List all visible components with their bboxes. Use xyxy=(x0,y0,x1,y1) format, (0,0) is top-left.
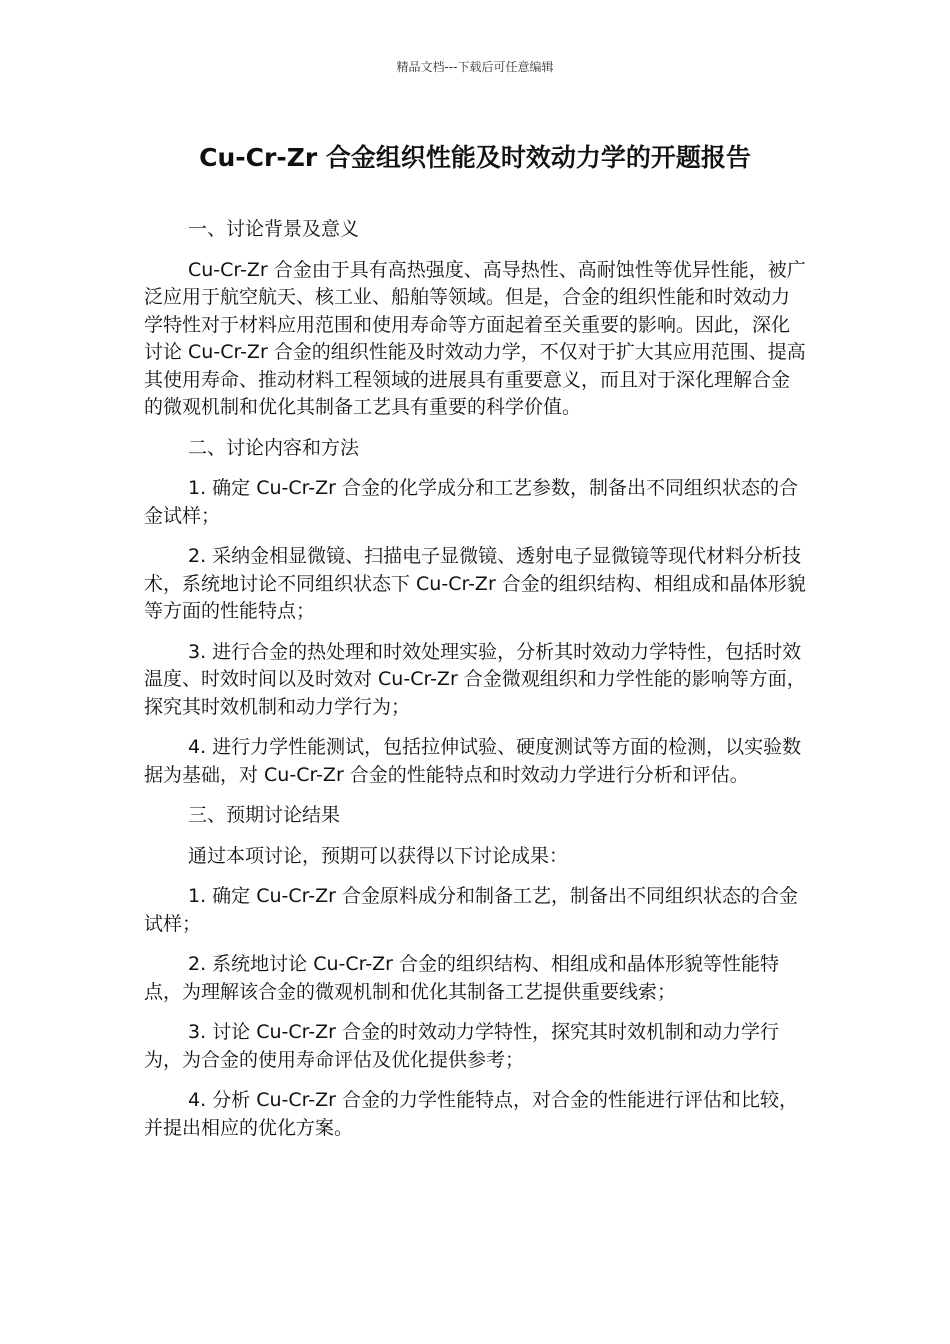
list-item-method-3: 3. 进行合金的热处理和时效处理实验，分析其时效动力学特性，包括时效温度、时效时间以及时效对 Cu-Cr-Zr 合金微观组织和力学性能的影响等方面，探究其时效机制和动力学行为； xyxy=(144,640,806,718)
list-item-result-4: 4. 分析 Cu-Cr-Zr 合金的力学性能特点，对合金的性能进行评估和比较，并提出相应的优化方案。 xyxy=(144,1089,798,1139)
section-heading-expected-results: 三、预期讨论结果 xyxy=(188,804,341,826)
document-body xyxy=(144,216,808,1155)
list-item-result-1: 1. 确定 Cu-Cr-Zr 合金原料成分和制备工艺，制备出不同组织状态的合金试样； xyxy=(144,885,798,935)
list-item-method-1: 1. 确定 Cu-Cr-Zr 合金的化学成分和工艺参数，制备出不同组织状态的合金试样； xyxy=(144,477,798,527)
list-item-method-4: 4. 进行力学性能测试，包括拉伸试验、硬度测试等方面的检测，以实验数据为基础，对 Cu-Cr-Zr 合金的性能特点和时效动力学进行分析和评估。 xyxy=(144,736,802,786)
list-item-result-2: 2. 系统地讨论 Cu-Cr-Zr 合金的组织结构、相组成和晶体形貌等性能特点，为理解该合金的微观机制和优化其制备工艺提供重要线索； xyxy=(144,953,779,1003)
list-item-method-2: 2. 采纳金相显微镜、扫描电子显微镜、透射电子显微镜等现代材料分析技术，系统地讨论不同组织状态下 Cu-Cr-Zr 合金的组织结构、相组成和晶体形貌等方面的性能特点； xyxy=(144,545,806,622)
section-heading-background: 一、讨论背景及意义 xyxy=(188,218,360,240)
section-heading-content-methods: 二、讨论内容和方法 xyxy=(188,436,360,459)
paragraph-background: Cu-Cr-Zr 合金由于具有高热强度、高导热性、高耐蚀性等优异性能，被广泛应用于航空航天、核工业、船舶等领域。但是，合金的组织性能和时效动力学特性对于材料应用范围和使用寿命等方面起着至关重要的影响。因此，深化讨论 Cu-Cr-Zr 合金的组织性能及时效动力学，不仅对于扩大其应用范围、提高其使用寿命、推动材料工程领域的进展具有重要意义，而且对于深化理解合金的微观机制和优化其制备工艺具有重要的科学价值。 xyxy=(144,258,806,418)
header-note: 精品文档---下载后可任意编辑 xyxy=(396,60,554,74)
paragraph-results-intro: 通过本项讨论，预期可以获得以下讨论成果： xyxy=(188,844,569,867)
list-item-result-3: 3. 讨论 Cu-Cr-Zr 合金的时效动力学特性，探究其时效机制和动力学行为，为合金的使用寿命评估及优化提供参考； xyxy=(144,1021,779,1071)
document-title: Cu-Cr-Zr 合金组织性能及时效动力学的开题报告 xyxy=(199,143,751,172)
